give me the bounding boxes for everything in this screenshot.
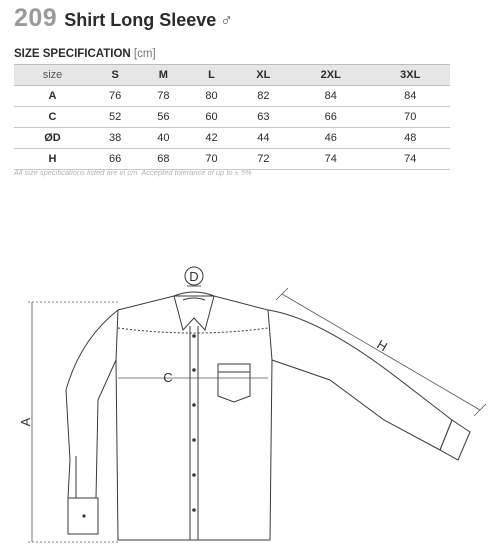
table-cell: 68 <box>157 153 170 165</box>
row-label-c: C <box>48 111 57 123</box>
yoke-line <box>118 328 268 333</box>
button-icon <box>192 368 196 372</box>
size-table <box>14 64 450 170</box>
table-cell: 38 <box>108 132 122 144</box>
size-col-m: M <box>158 69 168 81</box>
row-label-h: H <box>48 153 57 165</box>
button-icon <box>192 438 196 442</box>
button-icon <box>192 403 196 407</box>
table-cell: 70 <box>404 111 417 123</box>
table-row <box>14 86 450 107</box>
table-cell: 84 <box>404 90 417 102</box>
size-col-3xl: 3XL <box>400 69 421 81</box>
label-a: A <box>18 417 33 427</box>
table-cell: 84 <box>324 90 337 102</box>
table-row <box>14 149 450 170</box>
table-row <box>14 107 450 128</box>
shirt-diagram <box>0 260 493 553</box>
size-spec-title: SIZE SPECIFICATION <box>14 48 131 60</box>
label-h: H <box>374 336 391 355</box>
size-header-label: size <box>42 69 63 81</box>
size-spec-heading <box>14 48 156 60</box>
table-cell: 42 <box>205 132 218 144</box>
table-cell: 80 <box>205 90 218 102</box>
table-cell: 60 <box>205 111 218 123</box>
size-col-s: S <box>111 69 119 81</box>
table-cell: 78 <box>157 90 170 102</box>
size-spec-unit: [cm] <box>133 48 156 60</box>
table-cell: 66 <box>108 153 122 165</box>
table-cell: 76 <box>108 90 122 102</box>
chest-pocket <box>218 364 250 402</box>
label-d: D <box>189 269 199 284</box>
table-cell: 74 <box>404 153 417 165</box>
table-cell: 48 <box>404 132 417 144</box>
button-icon <box>192 473 196 477</box>
table-cell: 63 <box>257 111 270 123</box>
button-icon <box>192 334 196 338</box>
row-label-d: ØD <box>44 132 61 144</box>
size-col-l: L <box>208 69 215 81</box>
product-name: Shirt Long Sleeve <box>64 10 217 30</box>
product-title <box>14 4 233 38</box>
right-sleeve <box>268 310 452 450</box>
size-col-xl: XL <box>256 69 271 81</box>
table-cell: 40 <box>157 132 170 144</box>
size-header-row <box>14 65 450 86</box>
male-symbol-icon: ♂ <box>220 11 234 30</box>
table-cell: 56 <box>157 111 170 123</box>
table-row <box>14 128 450 149</box>
table-cell: 66 <box>324 111 337 123</box>
table-cell: 44 <box>257 132 270 144</box>
product-number: 209 <box>14 4 58 32</box>
right-cuff <box>440 420 470 460</box>
table-cell: 72 <box>257 153 270 165</box>
tolerance-note: All size specifications listed are in cm. Accepted tolerance of up to ± 5% <box>14 168 252 177</box>
table-cell: 70 <box>205 153 218 165</box>
table-cell: 46 <box>324 132 337 144</box>
button-icon <box>82 514 85 517</box>
table-cell: 52 <box>108 111 122 123</box>
row-label-a: A <box>48 90 57 102</box>
table-cell: 74 <box>324 153 337 165</box>
table-cell: 82 <box>257 90 270 102</box>
left-sleeve <box>66 310 118 498</box>
size-col-2xl: 2XL <box>320 69 341 81</box>
label-c: C <box>163 370 173 385</box>
button-icon <box>192 508 196 512</box>
